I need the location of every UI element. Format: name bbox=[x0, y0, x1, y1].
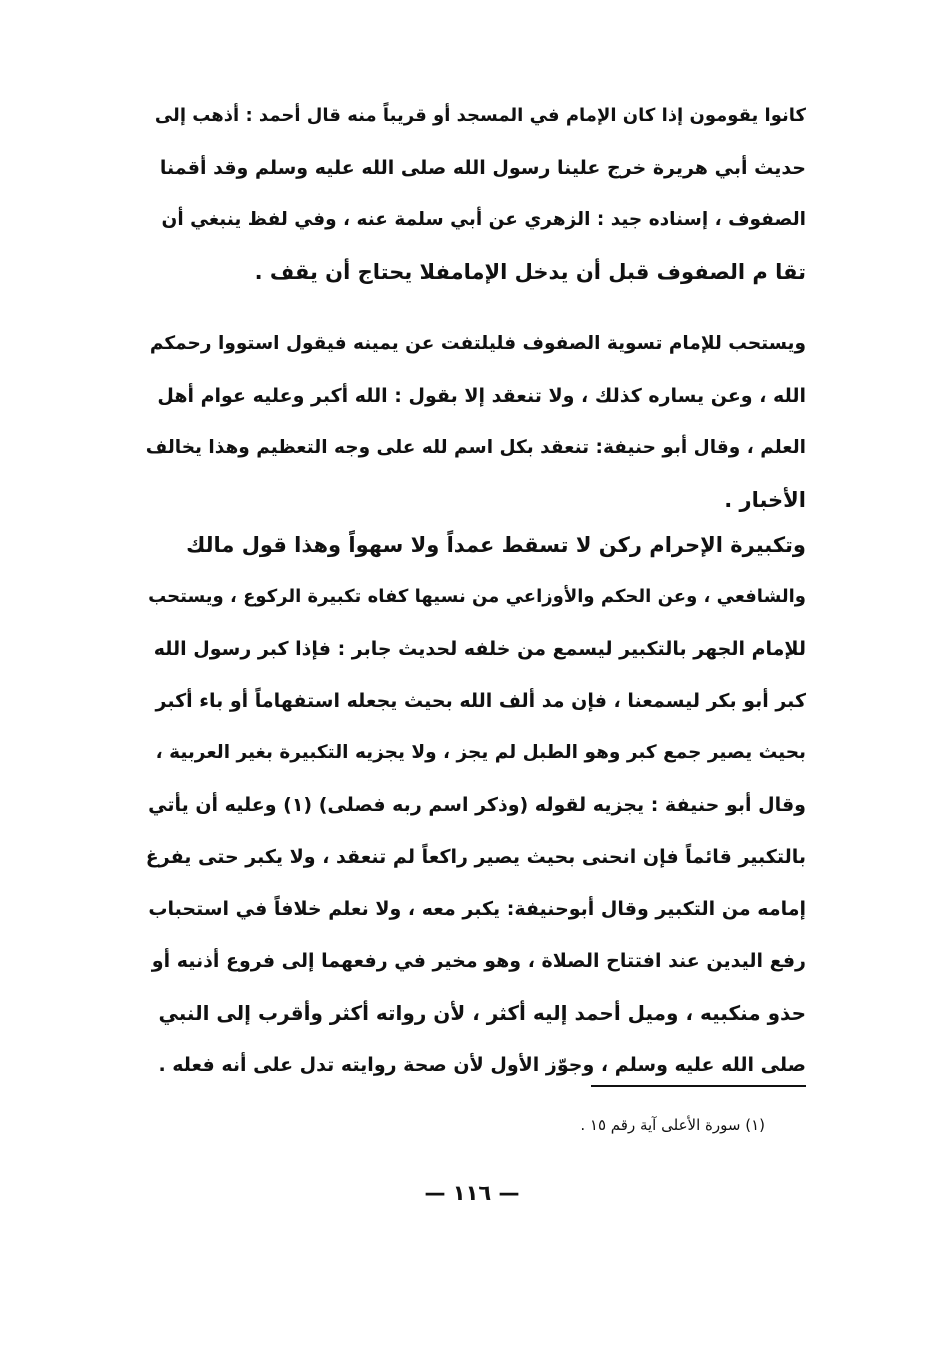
paragraph-line: تقا م الصفوف قبل أن يدخل الإمامفلا يحتاج أن يقف . bbox=[254, 260, 806, 284]
page-number: — ١١٦ — bbox=[424, 1181, 520, 1205]
paragraph-line: والشافعي ، وعن الحكم والأوزاعي من نسيها كفاه تكبيرة الركوع ، ويستحب bbox=[148, 586, 806, 607]
paragraph-line: كبر أبو بكر ليسمعنا ، فإن مد ألف الله بحيث يجعله استفهاماً أو باء أكبر bbox=[155, 690, 806, 712]
paragraph-3 bbox=[146, 519, 806, 1091]
paragraph-2 bbox=[146, 318, 806, 526]
paragraph-1 bbox=[146, 90, 806, 298]
paragraph-line: وقال أبو حنيفة : يجزيه لقوله (وذكر اسم ربه فصلى) (١) وعليه أن يأتي bbox=[148, 794, 806, 816]
footnote: (١) سورة الأعلى آية رقم ١٥ . bbox=[580, 1116, 765, 1134]
paragraph-line: ويستحب للإمام تسوية الصفوف فليلتفت عن يمينه فيقول استووا رحمكم bbox=[149, 333, 806, 354]
paragraph-line: الصفوف ، إسناده جيد : الزهري عن أبي سلمة عنه ، وفي لفظ ينبغي أن bbox=[161, 209, 806, 230]
paragraph-line: حديث أبي هريرة خرج علينا رسول الله صلى الله عليه وسلم وقد أقمنا bbox=[159, 157, 806, 179]
paragraph-line: صلى الله عليه وسلم ، وجوّز الأول لأن صحة روايته تدل على أنه فعله . bbox=[158, 1054, 806, 1076]
paragraph-line: للإمام الجهر بالتكبير ليسمع من خلفه لحديث جابر : فإذا كبر رسول الله bbox=[153, 638, 806, 660]
paragraph-line: إمامه من التكبير وقال أبوحنيفة: يكبر معه ، ولا نعلم خلافاً في استحباب bbox=[148, 898, 806, 920]
paragraph-line: وتكبيرة الإحرام ركن لا تسقط عمداً ولا سهواً وهذا قول مالك bbox=[186, 533, 806, 557]
paragraph-line: العلم ، وقال أبو حنيفة: تنعقد بكل اسم لله على وجه التعظيم وهذا يخالف bbox=[146, 437, 806, 458]
paragraph-line: بحيث يصير جمع كبر وهو الطبل لم يجز ، ولا يجزيه التكبيرة بغير العربية ، bbox=[155, 742, 806, 763]
paragraph-line: رفع اليدين عند افتتاح الصلاة ، وهو مخير في رفعهما إلى فروع أذنيه أو bbox=[151, 950, 806, 972]
paragraph-line: الأخبار . bbox=[724, 488, 806, 512]
footnote-divider bbox=[591, 1085, 806, 1087]
paragraph-line: بالتكبير قائماً فإن انحنى بحيث يصير راكعاً لم تنعقد ، ولا يكبر حتى يفرغ bbox=[146, 846, 806, 868]
paragraph-line: كانوا يقومون إذا كان الإمام في المسجد أو قريباً منه قال أحمد : أذهب إلى bbox=[154, 105, 806, 126]
paragraph-line: الله ، وعن يساره كذلك ، ولا تنعقد إلا بقول : الله أكبر وعليه عوام أهل bbox=[157, 385, 806, 407]
paragraph-line: حذو منكبيه ، وميل أحمد إليه أكثر ، لأن رواته أكثر وأقرب إلى النبي bbox=[158, 1001, 806, 1025]
